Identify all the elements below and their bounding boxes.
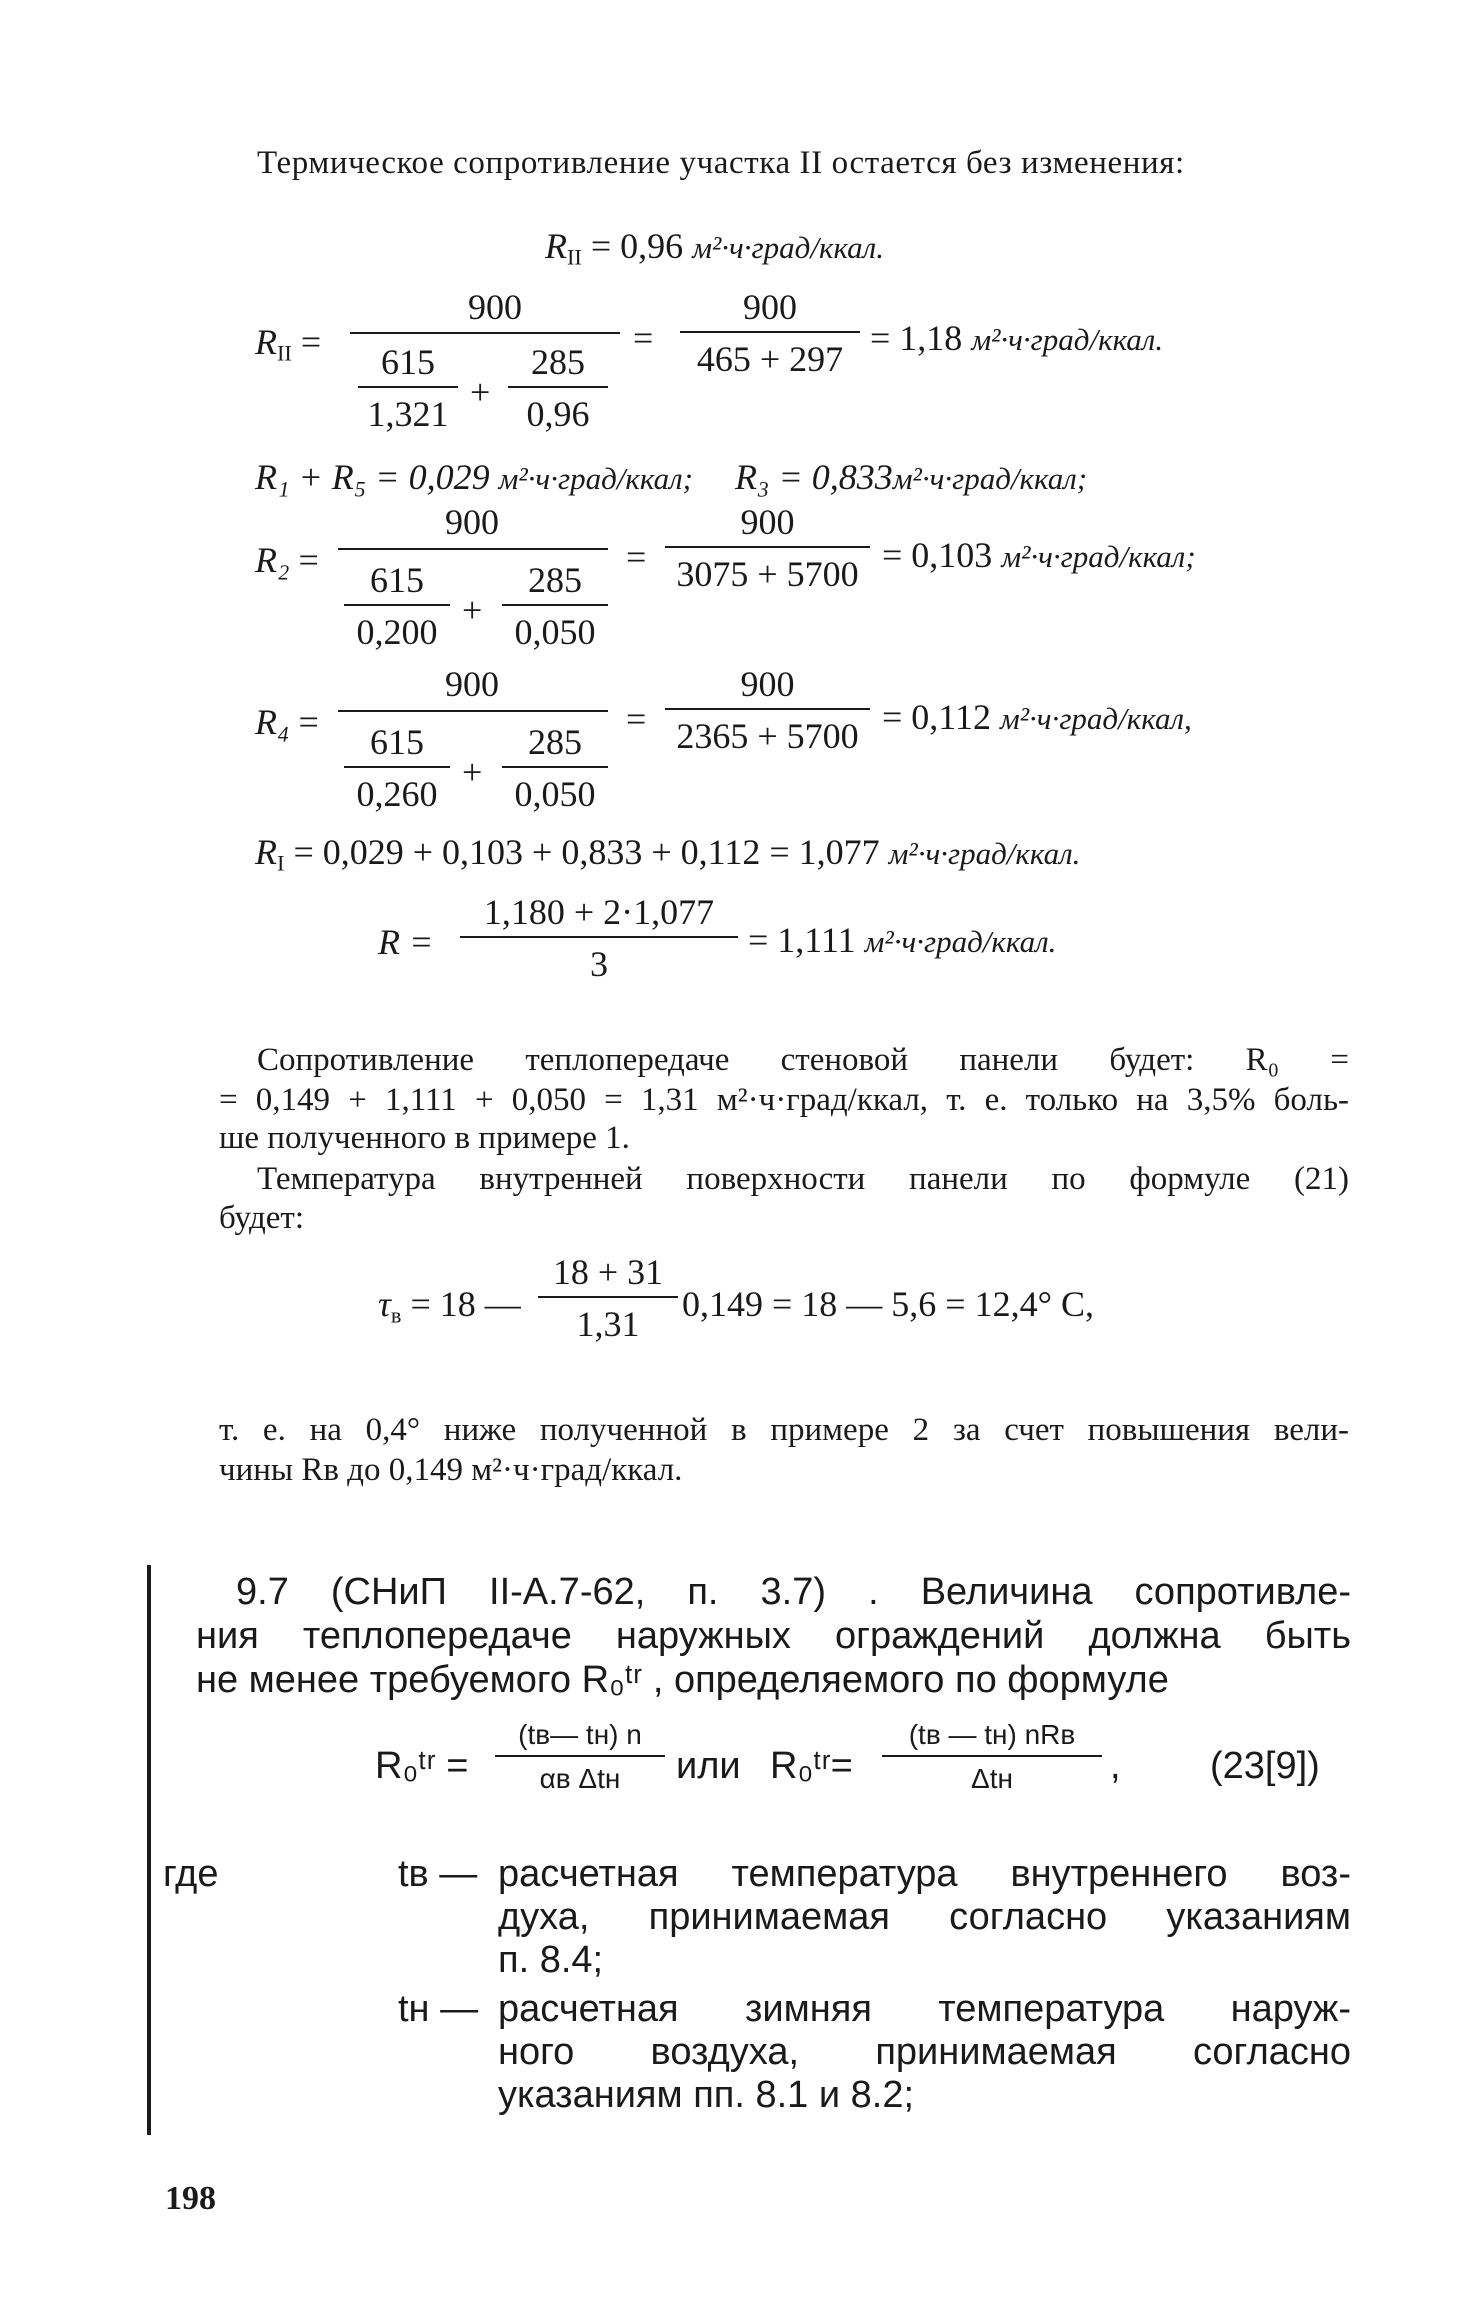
section-line: не менее требуемого R₀ᵗʳ , определяемого по формуле — [196, 1659, 1169, 1701]
equation-rii-given: $R_{II} = 0,96$ м²·ч·град/ккал. — [545, 226, 884, 270]
equation-ri: $R_I = 0,029 + 0,103 + 0,833 + 0,112 = 1,077$ м²·ч·град/ккал. — [255, 832, 1081, 876]
intro-text: Термическое сопротивление участка II остается без изменения: — [257, 145, 1185, 181]
margin-rule — [147, 1565, 151, 2135]
equation-r1-r5-r3: R₁ + R₅ = 0,029 м²·ч·град/ккал; R₃ = 0,833м²·ч·град/ккал; — [255, 457, 1088, 497]
where-label: где — [163, 1853, 219, 1895]
section-line: ния теплопередаче наружных ограждений должна быть — [196, 1615, 1351, 1657]
page-number: 198 — [165, 2180, 216, 2217]
section-line: 9.7 (СНиП II-А.7-62, п. 3.7) . Величина сопротивле- — [236, 1571, 1351, 1613]
